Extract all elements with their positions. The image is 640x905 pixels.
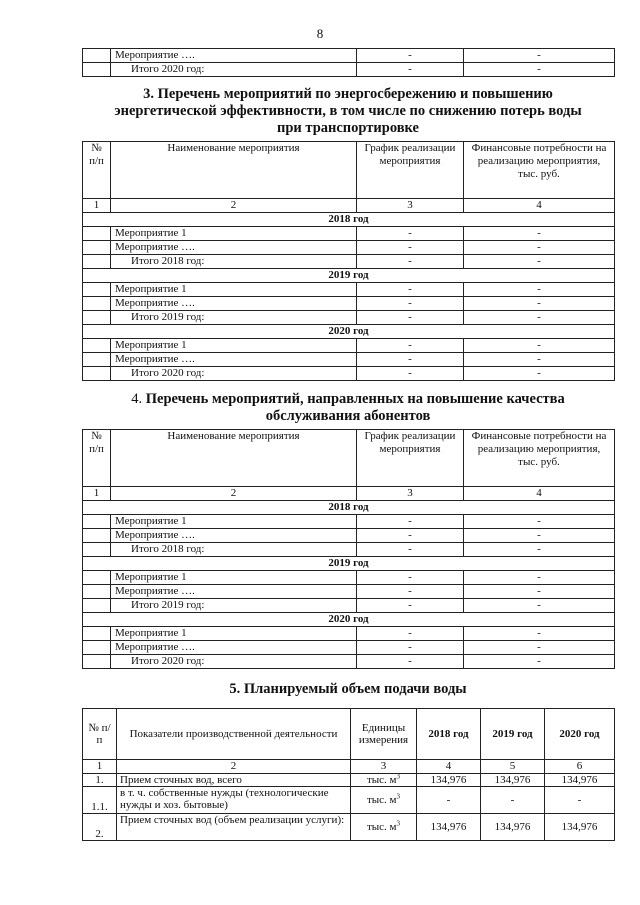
column-number: 2 xyxy=(111,199,357,213)
year-label: 2018 год xyxy=(83,501,615,515)
measure-name: Мероприятие …. xyxy=(111,241,357,255)
table-row xyxy=(83,599,615,613)
schedule-cell: - xyxy=(357,641,464,655)
schedule-cell: - xyxy=(357,283,464,297)
year-label: 2020 год xyxy=(83,325,615,339)
column-number: 3 xyxy=(351,760,417,774)
value-2019: 134,976 xyxy=(481,814,545,841)
header-no: № п/п xyxy=(83,142,111,199)
schedule-cell: - xyxy=(357,49,464,63)
schedule-cell: - xyxy=(357,241,464,255)
total-label: Итого 2018 год: xyxy=(111,255,357,269)
total-label: Итого 2020 год: xyxy=(111,367,357,381)
schedule-cell: - xyxy=(357,571,464,585)
indicator-name: Прием сточных вод (объем реализации услуги): xyxy=(117,814,351,841)
schedule-cell: - xyxy=(357,655,464,669)
year-row xyxy=(83,213,615,227)
table-row xyxy=(83,297,615,311)
column-number: 2 xyxy=(111,487,357,501)
header-finance: Финансовые потребности на реализацию мероприятия, тыс. руб. xyxy=(464,430,615,487)
value-2019: - xyxy=(481,787,545,814)
table-row xyxy=(83,571,615,585)
section-5-table xyxy=(82,708,615,841)
finance-cell: - xyxy=(464,227,615,241)
header-2018: 2018 год xyxy=(417,709,481,760)
table-row xyxy=(83,227,615,241)
header-schedule: График реализации мероприятия xyxy=(357,430,464,487)
section-4-title xyxy=(82,391,614,425)
unit-text: тыс. м xyxy=(366,774,397,786)
table-row xyxy=(83,543,615,557)
finance-cell: - xyxy=(464,627,615,641)
column-number: 5 xyxy=(481,760,545,774)
column-number: 3 xyxy=(357,199,464,213)
measure-name: Мероприятие 1 xyxy=(111,515,357,529)
table-row xyxy=(83,367,615,381)
row-number: 1.1. xyxy=(83,787,117,814)
measure-name: Мероприятие …. xyxy=(111,353,357,367)
table-row xyxy=(83,241,615,255)
header-finance: Финансовые потребности на реализацию мероприятия, тыс. руб. xyxy=(464,142,615,199)
measure-name: Мероприятие 1 xyxy=(111,627,357,641)
section-3-title-line: 3. Перечень мероприятий по энергосбережению и повышению xyxy=(143,86,553,102)
total-label: Итого 2019 год: xyxy=(111,599,357,613)
measure-name: Мероприятие 1 xyxy=(111,339,357,353)
finance-cell: - xyxy=(464,641,615,655)
column-number: 4 xyxy=(464,199,615,213)
section-4-table xyxy=(82,429,615,669)
schedule-cell: - xyxy=(357,227,464,241)
year-label: 2020 год xyxy=(83,613,615,627)
year-row xyxy=(83,613,615,627)
section-4-title-line: Перечень мероприятий, направленных на повышение качества xyxy=(145,391,565,407)
schedule-cell: - xyxy=(357,311,464,325)
schedule-cell: - xyxy=(357,339,464,353)
finance-cell: - xyxy=(464,367,615,381)
unit-cell xyxy=(351,814,417,841)
table-row xyxy=(83,641,615,655)
finance-cell: - xyxy=(464,283,615,297)
indicator-name: в т. ч. собственные нужды (технологические нужды и хоз. бытовые) xyxy=(117,787,351,814)
schedule-cell: - xyxy=(357,529,464,543)
year-label: 2019 год xyxy=(83,269,615,283)
column-number-row xyxy=(83,760,615,774)
header-unit: Единицы измерения xyxy=(351,709,417,760)
total-label: Итого 2019 год: xyxy=(111,311,357,325)
page-number: 8 xyxy=(316,26,324,41)
table-header-row xyxy=(83,430,615,487)
schedule-cell: - xyxy=(357,515,464,529)
column-number: 1 xyxy=(83,760,117,774)
value-2020: 134,976 xyxy=(545,814,615,841)
table-row xyxy=(83,353,615,367)
year-row xyxy=(83,325,615,339)
finance-cell: - xyxy=(464,585,615,599)
value-2019: 134,976 xyxy=(481,774,545,787)
year-row xyxy=(83,557,615,571)
indicator-name: Прием сточных вод, всего xyxy=(117,774,351,787)
section-3-title xyxy=(82,86,614,137)
value-2018: 134,976 xyxy=(417,774,481,787)
column-number: 6 xyxy=(545,760,615,774)
schedule-cell: - xyxy=(357,255,464,269)
section-3-table xyxy=(82,141,615,381)
schedule-cell: - xyxy=(357,543,464,557)
column-number: 4 xyxy=(417,760,481,774)
schedule-cell: - xyxy=(357,585,464,599)
section-5-title: 5. Планируемый объем подачи воды xyxy=(229,681,467,697)
finance-cell: - xyxy=(464,63,615,77)
table-row xyxy=(83,283,615,297)
finance-cell: - xyxy=(464,297,615,311)
finance-cell: - xyxy=(464,339,615,353)
unit-text: тыс. м xyxy=(366,821,397,833)
column-number-row xyxy=(83,487,615,501)
unit-text: тыс. м xyxy=(366,794,397,806)
finance-cell: - xyxy=(464,241,615,255)
column-number: 4 xyxy=(464,487,615,501)
column-number: 1 xyxy=(83,199,111,213)
finance-cell: - xyxy=(464,599,615,613)
header-name: Наименование мероприятия xyxy=(111,430,357,487)
value-2018: 134,976 xyxy=(417,814,481,841)
year-row xyxy=(83,501,615,515)
table-row xyxy=(83,529,615,543)
finance-cell: - xyxy=(464,515,615,529)
table-row xyxy=(83,311,615,325)
finance-cell: - xyxy=(464,543,615,557)
table-header-row xyxy=(83,142,615,199)
measure-name: Мероприятие …. xyxy=(111,297,357,311)
schedule-cell: - xyxy=(357,627,464,641)
schedule-cell: - xyxy=(357,353,464,367)
table-row xyxy=(83,787,615,814)
section-3-title-line: при транспортировке xyxy=(277,120,419,136)
header-indicator: Показатели производственной деятельности xyxy=(117,709,351,760)
header-2019: 2019 год xyxy=(481,709,545,760)
table-row xyxy=(83,339,615,353)
column-number: 3 xyxy=(357,487,464,501)
schedule-cell: - xyxy=(357,297,464,311)
previous-table-fragment xyxy=(82,48,615,77)
row-number: 2. xyxy=(83,814,117,841)
table-row xyxy=(83,255,615,269)
table-row xyxy=(83,49,615,63)
year-label: 2019 год xyxy=(83,557,615,571)
unit-cell xyxy=(351,787,417,814)
unit-superscript: 3 xyxy=(396,792,401,801)
table-row xyxy=(83,814,615,841)
total-label: Итого 2020 год: xyxy=(111,655,357,669)
header-2020: 2020 год xyxy=(545,709,615,760)
section-3-title-line: энергетической эффективности, в том числе по снижению потерь воды xyxy=(114,103,582,119)
column-number: 1 xyxy=(83,487,111,501)
finance-cell: - xyxy=(464,353,615,367)
year-row xyxy=(83,269,615,283)
finance-cell: - xyxy=(464,529,615,543)
column-number: 2 xyxy=(117,760,351,774)
column-number-row xyxy=(83,199,615,213)
measure-name: Мероприятие …. xyxy=(111,49,357,63)
finance-cell: - xyxy=(464,311,615,325)
header-schedule: График реализации мероприятия xyxy=(357,142,464,199)
header-no: № п/п xyxy=(83,709,117,760)
section-4-title-line: обслуживания абонентов xyxy=(265,408,431,424)
value-2020: - xyxy=(545,787,615,814)
schedule-cell: - xyxy=(357,599,464,613)
table-row xyxy=(83,655,615,669)
table-row xyxy=(83,63,615,77)
table-row xyxy=(83,515,615,529)
header-no: № п/п xyxy=(83,430,111,487)
total-label: Итого 2018 год: xyxy=(111,543,357,557)
finance-cell: - xyxy=(464,571,615,585)
table-row xyxy=(83,585,615,599)
row-number: 1. xyxy=(83,774,117,787)
unit-cell xyxy=(351,774,417,787)
table-row xyxy=(83,774,615,787)
value-2018: - xyxy=(417,787,481,814)
table-row xyxy=(83,627,615,641)
year-label: 2018 год xyxy=(83,213,615,227)
measure-name: Мероприятие …. xyxy=(111,641,357,655)
finance-cell: - xyxy=(464,655,615,669)
measure-name: Мероприятие 1 xyxy=(111,571,357,585)
unit-superscript: 3 xyxy=(396,819,401,828)
schedule-cell: - xyxy=(357,63,464,77)
total-label: Итого 2020 год: xyxy=(111,63,357,77)
section-4-number: 4. xyxy=(131,391,143,407)
measure-name: Мероприятие 1 xyxy=(111,227,357,241)
finance-cell: - xyxy=(464,255,615,269)
measure-name: Мероприятие …. xyxy=(111,585,357,599)
measure-name: Мероприятие 1 xyxy=(111,283,357,297)
table-header-row xyxy=(83,709,615,760)
unit-superscript: 3 xyxy=(396,773,401,781)
header-name: Наименование мероприятия xyxy=(111,142,357,199)
value-2020: 134,976 xyxy=(545,774,615,787)
finance-cell: - xyxy=(464,49,615,63)
schedule-cell: - xyxy=(357,367,464,381)
measure-name: Мероприятие …. xyxy=(111,529,357,543)
